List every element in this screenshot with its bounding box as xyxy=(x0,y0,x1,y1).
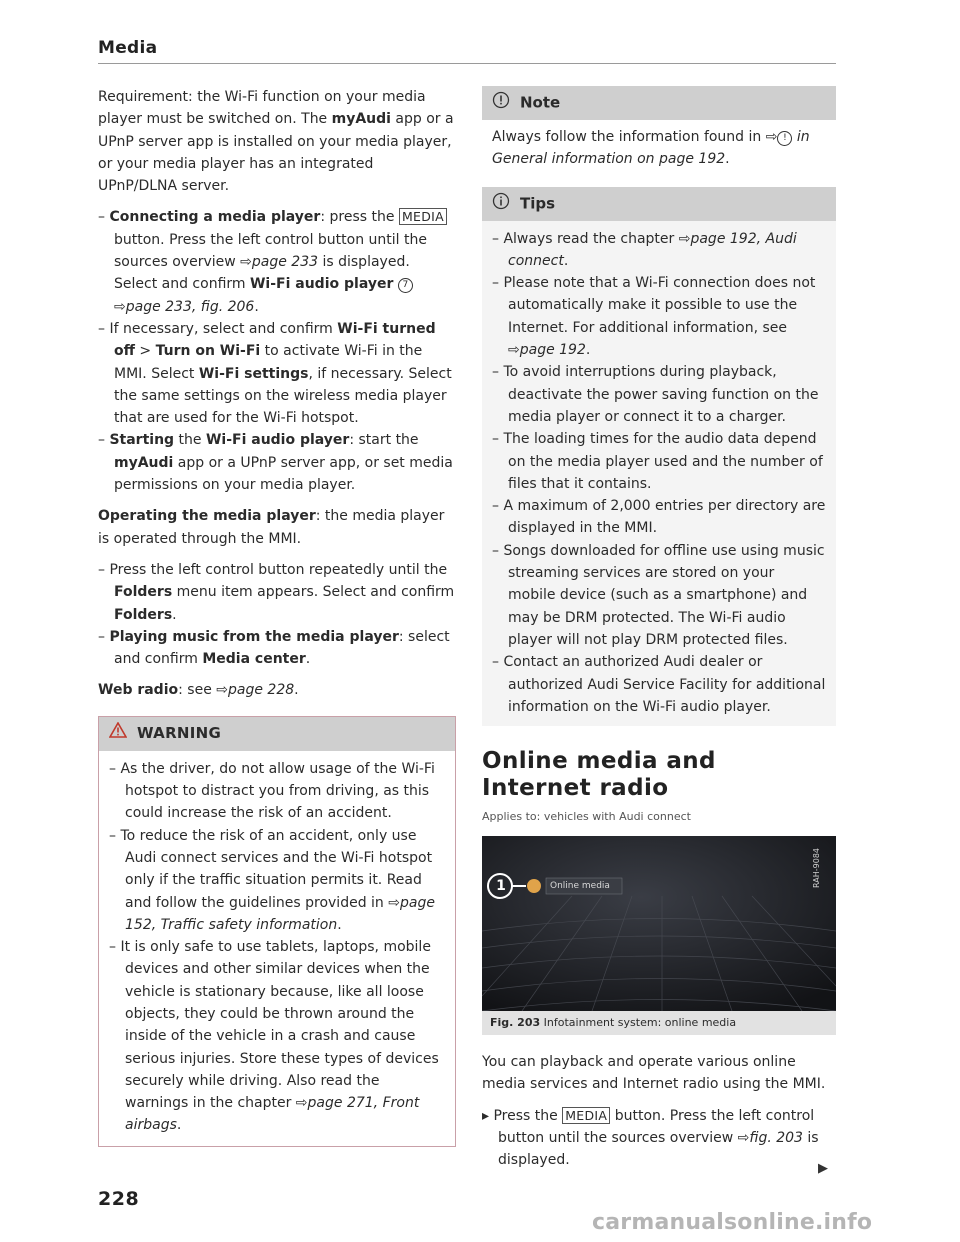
text: . xyxy=(337,916,342,933)
callout-number: 1 xyxy=(496,878,506,895)
warning-title: WARNING xyxy=(137,723,222,742)
text: A maximum of 2,000 entries per directory are displayed in the MMI. xyxy=(503,498,826,537)
xref-arrow-icon: ⇨ xyxy=(295,1095,308,1112)
tips-item: – The loading times for the audio data depend on the media player used and the number of files that it contains. xyxy=(492,431,823,492)
left-column xyxy=(98,86,456,1147)
xref-link[interactable]: page 192, Audi connect xyxy=(508,230,797,269)
text: > xyxy=(134,343,156,360)
text-bold: myAudi xyxy=(331,111,391,128)
text: Always follow the information found in xyxy=(492,129,766,145)
text: menu item appears. Select and confirm xyxy=(172,584,455,601)
xref-link[interactable]: page 228 xyxy=(228,682,295,699)
warning-body xyxy=(99,751,455,1146)
text: Always read the chapter xyxy=(503,230,679,247)
text-bold: Turn on Wi-Fi xyxy=(155,343,261,360)
text-bold: Operating the media player xyxy=(98,508,316,525)
xref-link[interactable]: page 271, Front airbags xyxy=(125,1095,420,1134)
text: Songs downloaded for offline use using music streaming services are stored on your mobile device (such as a smartphone) and may be DRM protected. The Wi-Fi audio player will not play DRM protected files. xyxy=(503,542,825,648)
web-radio-paragraph xyxy=(98,679,456,701)
step-folders: – Press the left control button repeatedly until the Folders menu item appears. Select and confirm Folders. xyxy=(98,561,455,623)
header-rule xyxy=(98,63,836,64)
xref-arrow-icon: ⇨ xyxy=(388,894,400,911)
warning-header xyxy=(99,717,455,751)
figure-caption xyxy=(482,1011,836,1035)
xref-link[interactable]: page 192 xyxy=(519,342,586,359)
text: . xyxy=(585,342,591,359)
text-bold: Web radio xyxy=(98,682,179,699)
tips-item: – Contact an authorized Audi dealer or authorized Audi Service Facility for additional information on the Wi-Fi audio player. xyxy=(492,654,826,715)
text: : press the xyxy=(320,209,399,226)
applies-to: Applies to: vehicles with Audi connect xyxy=(482,810,691,824)
text-bold: Wi-Fi turned off xyxy=(114,320,436,360)
text: button. Press the left control button until the sources overview xyxy=(498,1107,815,1147)
step-connecting: – Connecting a media player: press the MEDIA button. Press the left control button until the sources overview ⇨page 233 is displayed. Select and confirm Wi-Fi audio player 7 ⇨page 233, fig. 206. xyxy=(98,206,456,317)
tips-item: – A maximum of 2,000 entries per directory are displayed in the MMI. xyxy=(492,498,826,537)
warning-item: – As the driver, do not allow usage of the Wi-Fi hotspot to distract you from driving, as this could increase the risk of an accident. xyxy=(109,760,435,822)
warning-triangle-icon xyxy=(109,722,127,744)
text: . xyxy=(254,298,259,315)
text: Please note that a Wi-Fi connection does not automatically make it possible to use the Internet. For additional information, see xyxy=(503,275,816,336)
xref-arrow-icon: ⇨ xyxy=(678,230,691,247)
step-starting: – Starting the Wi-Fi audio player: start the myAudi app or a UPnP server app, or set media permissions on your media player. xyxy=(98,432,453,494)
text: To avoid interruptions during playback, deactivate the power saving function on the media player or connect it to a charger. xyxy=(503,364,819,425)
watermark: carmanualsonline.info xyxy=(592,1210,873,1235)
text: is displayed. xyxy=(498,1130,819,1169)
section-heading xyxy=(482,748,836,802)
text: . xyxy=(725,151,730,168)
text: . xyxy=(294,682,299,699)
xref-arrow-icon: ⇨ xyxy=(737,1130,750,1147)
xref-arrow-icon: ⇨ xyxy=(114,298,126,315)
xref-arrow-icon: ⇨ xyxy=(508,342,520,359)
tips-body xyxy=(482,221,836,727)
text: : select and confirm xyxy=(114,628,450,668)
text: It is only safe to use tablets, laptops, mobile devices and other similar devices when the vehicle is stationary because, like all loose objects, they could be thrown around the inside of the vehicle in a crash and cause serious injuries. Store these types of devices securely while driving. Also read the warnings in the chapter xyxy=(120,939,439,1112)
note-header xyxy=(482,86,836,120)
xref-link[interactable]: page 233 xyxy=(251,254,319,271)
tips-header xyxy=(482,187,836,221)
text: . xyxy=(176,1117,182,1134)
text-bold: Wi-Fi audio player xyxy=(205,432,350,449)
requirement-paragraph xyxy=(98,86,456,197)
text: : start the xyxy=(349,432,419,449)
online-media-paragraph: You can playback and operate various online media services and Internet radio using the MMI. xyxy=(482,1054,826,1093)
note-exclamation-small-icon: ! xyxy=(777,131,792,146)
step-playing: – Playing music from the media player: select and confirm Media center. xyxy=(98,628,450,668)
text: . xyxy=(172,606,177,623)
right-column xyxy=(482,86,836,1172)
step-turn-on-wifi: – If necessary, select and confirm Wi-Fi turned off > Turn on Wi-Fi to activate Wi-Fi in the MMI. Select Wi-Fi settings, if necessary. Select the same settings on the wireless media player that are used for the Wi-Fi hotspot. xyxy=(98,320,452,427)
text-bold: Wi-Fi settings xyxy=(198,365,309,382)
tips-info-icon xyxy=(492,192,510,216)
text-bold: Wi-Fi audio player xyxy=(249,276,394,293)
note-exclamation-icon xyxy=(492,91,510,115)
tips-item: – Please note that a Wi-Fi connection does not automatically make it possible to use the Internet. For additional information, see ⇨page 192. xyxy=(492,275,816,359)
step-press-media xyxy=(482,1105,836,1172)
tips-box xyxy=(482,187,836,727)
xref-link[interactable]: fig. 203 xyxy=(749,1130,803,1147)
bullet-triangle-icon: ▸ xyxy=(482,1107,490,1124)
xref-link[interactable]: page 233, fig. 206 xyxy=(125,298,255,315)
text: The loading times for the audio data depend on the media player used and the number of files that it contains. xyxy=(503,431,823,492)
step-label: Connecting a media player xyxy=(109,209,321,226)
text: Press the xyxy=(493,1107,563,1124)
note-box xyxy=(482,86,836,179)
xref-arrow-icon: ⇨ xyxy=(216,682,228,699)
xref-arrow-icon: ⇨ xyxy=(240,254,252,271)
continue-arrow-icon: ▶ xyxy=(818,1161,828,1176)
text: To reduce the risk of an accident, only use Audi connect services and the Wi-Fi hotspot only if the traffic situation permits it. Read and follow the guidelines provided in xyxy=(120,827,433,911)
page-number: 228 xyxy=(98,1188,140,1210)
operating-paragraph xyxy=(98,505,456,550)
callout-number-icon: 7 xyxy=(398,278,413,293)
warning-box xyxy=(98,716,456,1147)
text: is displayed. Select and confirm xyxy=(114,254,410,293)
text-bold: Playing music from the media player xyxy=(109,628,399,645)
text-bold: Folders xyxy=(114,606,173,623)
text: Requirement: the Wi-Fi function on your media player must be switched on. The xyxy=(98,89,426,128)
text-bold: Media center xyxy=(202,651,306,668)
text: As the driver, do not allow usage of the Wi-Fi hotspot to distract you from driving, as this could increase the risk of an accident. xyxy=(120,760,435,822)
tips-title: Tips xyxy=(520,194,556,213)
text: app or a UPnP server app, or set media permissions on your media player. xyxy=(114,454,453,494)
media-key: MEDIA xyxy=(399,208,447,225)
text: app or a UPnP server app is installed on your media player, or your media player has an integrated UPnP/DLNA server. xyxy=(98,111,454,195)
tips-item: – Songs downloaded for offline use using music streaming services are stored on your mobile device (such as a smartphone) and may be DRM protected. The Wi-Fi audio player will not play DRM protected files. xyxy=(492,542,825,648)
text: Contact an authorized Audi dealer or authorized Audi Service Facility for additional information on the Wi-Fi audio player. xyxy=(503,654,826,715)
text-bold: myAudi xyxy=(114,454,174,471)
text: , if necessary. Select the same settings on the wireless media player that are used for the Wi-Fi hotspot. xyxy=(114,365,452,427)
note-body xyxy=(482,120,836,179)
tips-item: – Always read the chapter ⇨page 192, Audi connect. xyxy=(492,230,797,269)
xref-link[interactable]: page 152, Traffic safety information xyxy=(125,894,435,933)
text: : the media player is operated through the MMI. xyxy=(98,508,445,547)
running-header: Media xyxy=(98,38,158,58)
figure-infotainment xyxy=(482,836,836,1011)
note-title: Note xyxy=(520,93,561,112)
text: If necessary, select and confirm xyxy=(109,320,338,337)
warning-item: – It is only safe to use tablets, laptops, mobile devices and other similar devices when the vehicle is stationary because, like all loose objects, they could be thrown around the inside of the vehicle in a crash and cause serious injuries. Store these types of devices securely while driving. Also read the warnings in the chapter ⇨page 271, Front airbags. xyxy=(109,939,439,1134)
text: button. Press the left control button until the sources overview xyxy=(114,231,427,271)
online-media-label: Online media xyxy=(550,881,610,892)
text-bold: Folders xyxy=(114,584,173,601)
text-bold: Starting xyxy=(109,432,175,449)
figure-graphic xyxy=(482,836,836,1011)
text: to activate Wi-Fi in the MMI. Select xyxy=(114,343,423,382)
caption-text: Infotainment system: online media xyxy=(543,1016,737,1030)
xref-link[interactable]: in General information on page 192 xyxy=(492,129,810,168)
caption-number: Fig. 203 xyxy=(490,1016,541,1030)
tips-item: – To avoid interruptions during playback, deactivate the power saving function on the media player or connect it to a charger. xyxy=(492,364,819,425)
media-key: MEDIA xyxy=(562,1107,610,1124)
text: Press the left control button repeatedly until the xyxy=(109,561,448,578)
warning-item: – To reduce the risk of an accident, only use Audi connect services and the Wi-Fi hotspot only if the traffic situation permits it. Read and follow the guidelines provided in ⇨page 152, Traffic safety information. xyxy=(109,827,435,933)
text: the xyxy=(174,432,206,449)
heading-line: Online media and xyxy=(482,748,716,775)
figure-code: RAH-9084 xyxy=(812,848,821,889)
text: . xyxy=(305,651,311,668)
text: : see xyxy=(178,682,217,699)
text: . xyxy=(563,252,569,269)
heading-line: Internet radio xyxy=(482,775,669,802)
xref-arrow-icon: ⇨ xyxy=(765,129,778,145)
